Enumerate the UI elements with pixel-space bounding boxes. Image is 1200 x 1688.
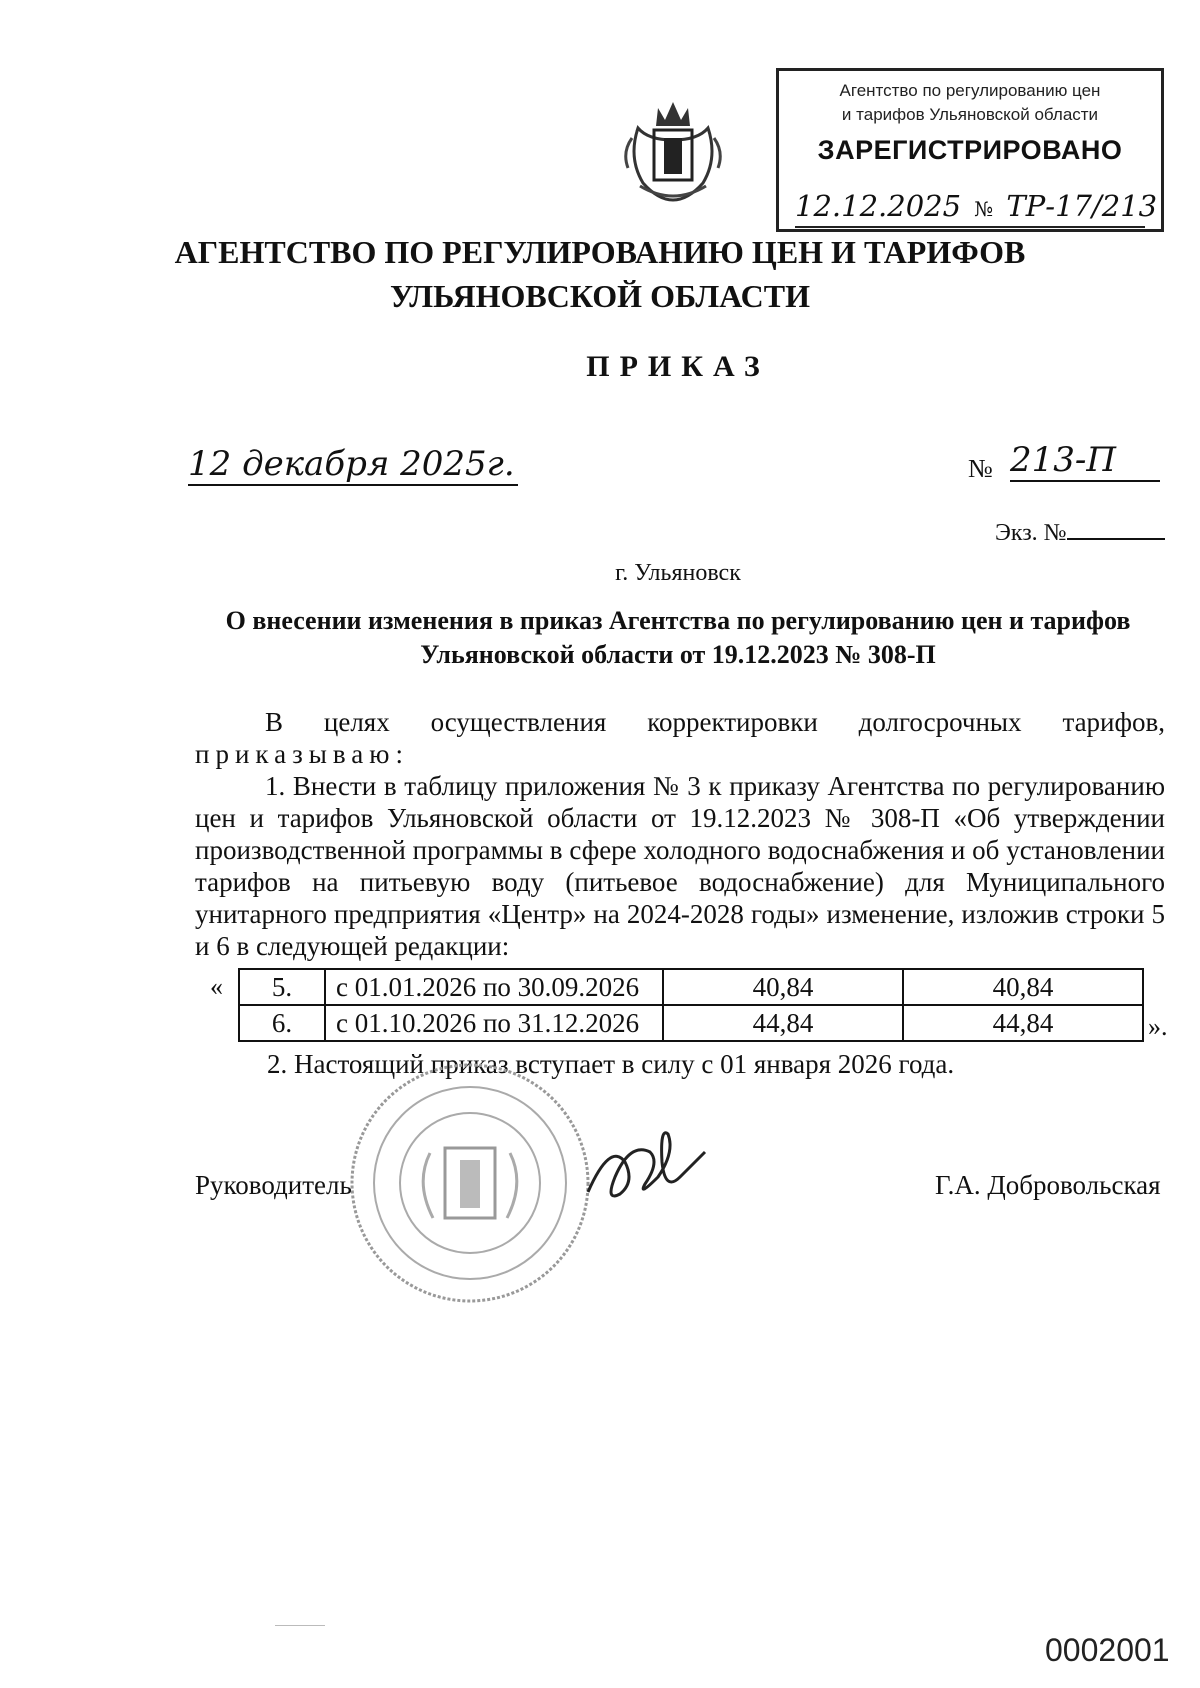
row-value-2: 44,84 [903,1005,1143,1041]
city: г. Ульяновск [615,560,741,586]
row-value-1: 40,84 [663,969,903,1005]
registration-stamp [776,68,1164,232]
signature-icon [580,1122,710,1212]
signatory-name: Г.А. Добровольская [935,1170,1161,1200]
table-row [239,1005,1143,1041]
document-date: 12 декабря 2025г. [188,444,518,486]
copy-number-label: Экз. № [995,520,1067,546]
row-period: с 01.10.2026 по 31.12.2026 [325,1005,663,1041]
table-row [239,969,1143,1005]
stamp-handwritten-line [795,189,1158,228]
divider [275,1625,325,1626]
stamp-line-1: Агентство по регулированию цен [839,81,1101,100]
row-period: с 01.01.2026 по 30.09.2026 [325,969,663,1005]
signatory-position: Руководитель [195,1170,352,1200]
agency-title: АГЕНТСТВО ПО РЕГУЛИРОВАНИЮ ЦЕН И ТАРИФОВ УЛЬЯНОВСКОЙ ОБЛАСТИ [174,234,1026,314]
tariff-table [238,968,1144,1042]
quote-open: « [210,972,223,1001]
copy-number [995,520,1165,547]
document-number: 213-П [1010,440,1160,482]
stamp-date: 12.12.2025 [795,189,962,223]
document-subject: О внесении изменения в приказ Агентства по регулированию цен и тарифов Ульяновской области от 19.12.2023 № 308-П [225,606,1131,669]
stamp-status: ЗАРЕГИСТРИРОВАНО [817,135,1123,165]
official-seal-icon [345,1058,595,1308]
row-number: 6. [239,1005,325,1041]
form-serial-number: 0002001 [1045,1632,1170,1668]
stamp-number: ТР-17/213 [1006,189,1158,223]
document-type: ПРИКАЗ [586,350,770,383]
document-number-label: № [968,454,993,483]
paragraph-item-1: 1. Внести в таблицу приложения № 3 к приказу Агентства по регулированию цен и тарифов Ульяновской области от 19.12.2023 № 308-П «Об утверждении производственной программы в сфере холодного водоснабжения и об установлении тарифов на питьевую воду (питьевое водоснабжение) для Муниципального унитарного предприятия «Центр» на 2024-2028 годы» изменение, изложив строки 5 и 6 в следующей редакции: [195,771,1165,961]
coat-of-arms-icon [618,88,728,208]
copy-number-blank [1067,520,1165,540]
paragraph-order-word: приказываю: [195,739,409,769]
row-value-1: 44,84 [663,1005,903,1041]
stamp-line-2: и тарифов Ульяновской области [841,105,1099,124]
row-number: 5. [239,969,325,1005]
stamp-number-label: № [974,197,994,221]
paragraph-item-2: 2. Настоящий приказ вступает в силу с 01 января 2026 года. [267,1049,955,1079]
quote-close: ». [1148,1012,1168,1041]
row-value-2: 40,84 [903,969,1143,1005]
paragraph-purpose: В целях осуществления корректировки долгосрочных тарифов, [265,707,1165,737]
